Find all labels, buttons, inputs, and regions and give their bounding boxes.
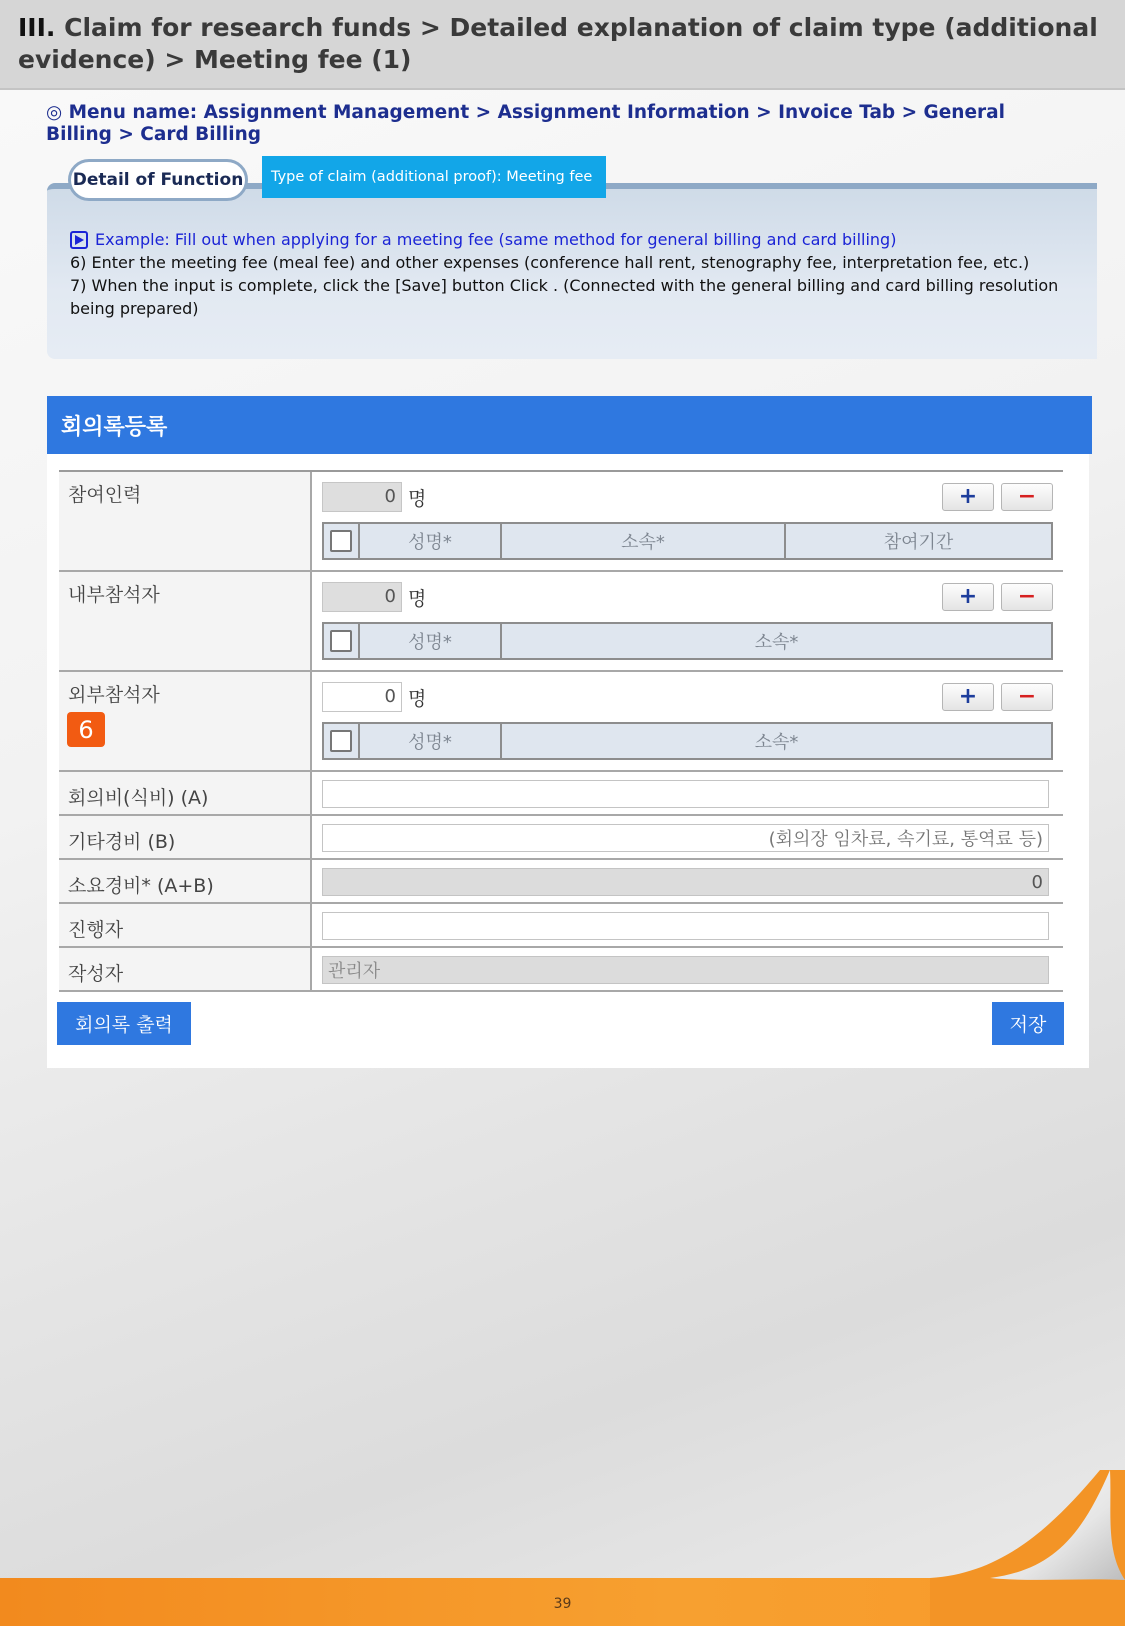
internal-add-button[interactable]: + (942, 583, 994, 611)
internal-checkbox-col (324, 624, 360, 658)
participants-label: 참여인력 (59, 472, 312, 570)
total-cost-row (59, 860, 1063, 904)
internal-attendees-cell (312, 572, 1063, 670)
external-select-all-checkbox[interactable] (330, 730, 352, 752)
example-text: Example: Fill out when applying for a meeting fee (same method for general billing and card billing) (95, 230, 897, 249)
participants-count: 0 (322, 482, 402, 512)
internal-buttons (942, 583, 1053, 611)
column-affiliation: 소속* (502, 524, 786, 558)
column-affiliation: 소속* (754, 732, 799, 753)
participants-unit: 명 (408, 487, 427, 510)
external-remove-button[interactable]: − (1001, 683, 1053, 711)
other-cost-input[interactable]: (회의장 임차료, 속기료, 통역료 등) (322, 824, 1049, 852)
writer-cell (312, 948, 1063, 990)
instruction-step-6: 6) Enter the meeting fee (meal fee) and other expenses (conference hall rent, stenography fee, interpretation fee, etc.) (70, 253, 1030, 272)
internal-remove-button[interactable]: − (1001, 583, 1053, 611)
internal-attendees-row (59, 572, 1063, 672)
menu-path: ◎ Menu name: Assignment Management > Assignment Information > Invoice Tab > General Billing > Card Billing (46, 102, 1005, 145)
column-period: 참여기간 (883, 532, 954, 553)
participants-add-button[interactable]: + (942, 483, 994, 511)
participants-count-line (322, 472, 1053, 522)
meeting-fee-cell (312, 772, 1063, 814)
internal-select-all-checkbox[interactable] (330, 630, 352, 652)
print-minutes-button[interactable]: 회의록 출력 (57, 1002, 191, 1045)
panel-title: 회의록등록 (47, 396, 1092, 454)
meeting-form (59, 470, 1063, 992)
participants-select-all-checkbox[interactable] (330, 530, 352, 552)
claim-type-tab: Type of claim (additional proof): Meeting fee (262, 156, 606, 198)
section-title: Claim for research funds > Detailed explanation of claim type (additional evidence) > Meeting fee (1) (18, 13, 1098, 74)
total-cost-cell (312, 860, 1063, 902)
host-cell (312, 904, 1063, 946)
section-number: III. (18, 13, 56, 42)
external-add-button[interactable]: + (942, 683, 994, 711)
total-cost-value: 0 (322, 868, 1049, 896)
external-attendees-row (59, 672, 1063, 772)
page-title (18, 12, 1107, 76)
external-count-input[interactable]: 0 (322, 682, 402, 712)
participants-buttons (942, 483, 1053, 511)
detail-text (70, 228, 1080, 320)
save-button[interactable]: 저장 (992, 1002, 1064, 1045)
writer-row (59, 948, 1063, 992)
detail-of-function-label: Detail of Function (68, 159, 248, 201)
column-affiliation: 소속* (754, 632, 799, 653)
meeting-fee-input[interactable] (322, 780, 1049, 808)
page-number: 39 (553, 1596, 572, 1612)
external-unit: 명 (408, 687, 427, 710)
participants-cell (312, 472, 1063, 570)
external-count-line (322, 672, 1053, 722)
step-badge: 6 (67, 712, 105, 747)
other-cost-row (59, 816, 1063, 860)
participants-table-header (322, 522, 1053, 560)
writer-label: 작성자 (59, 948, 312, 990)
meeting-fee-label: 회의비(식비) (A) (59, 772, 312, 814)
external-checkbox-col (324, 724, 360, 758)
external-buttons (942, 683, 1053, 711)
other-cost-cell (312, 816, 1063, 858)
example-line (70, 228, 1080, 251)
participants-remove-button[interactable]: − (1001, 483, 1053, 511)
host-input[interactable] (322, 912, 1049, 940)
column-name: 성명* (360, 624, 502, 658)
external-table-header (322, 722, 1053, 760)
internal-count: 0 (322, 582, 402, 612)
internal-unit: 명 (408, 587, 427, 610)
meeting-fee-row (59, 772, 1063, 816)
participants-row (59, 472, 1063, 572)
meeting-record-panel (47, 396, 1089, 1068)
column-name: 성명* (360, 724, 502, 758)
other-cost-label: 기타경비 (B) (59, 816, 312, 858)
writer-value: 관리자 (322, 956, 1049, 984)
total-cost-label: 소요경비* (A+B) (59, 860, 312, 902)
internal-attendees-label: 내부참석자 (59, 572, 312, 670)
play-icon (70, 231, 88, 249)
external-attendees-cell (312, 672, 1063, 770)
external-attendees-label-text: 외부참석자 (68, 684, 160, 706)
page-header (0, 0, 1125, 90)
instruction-step-7: 7) When the input is complete, click the [Save] button Click . (Connected with the general billing and card billing resolution being prepared) (70, 276, 1059, 318)
external-attendees-label (59, 672, 312, 770)
host-row (59, 904, 1063, 948)
participants-checkbox-col (324, 524, 360, 558)
internal-count-line (322, 572, 1053, 622)
host-label: 진행자 (59, 904, 312, 946)
column-name: 성명* (360, 524, 502, 558)
internal-table-header (322, 622, 1053, 660)
